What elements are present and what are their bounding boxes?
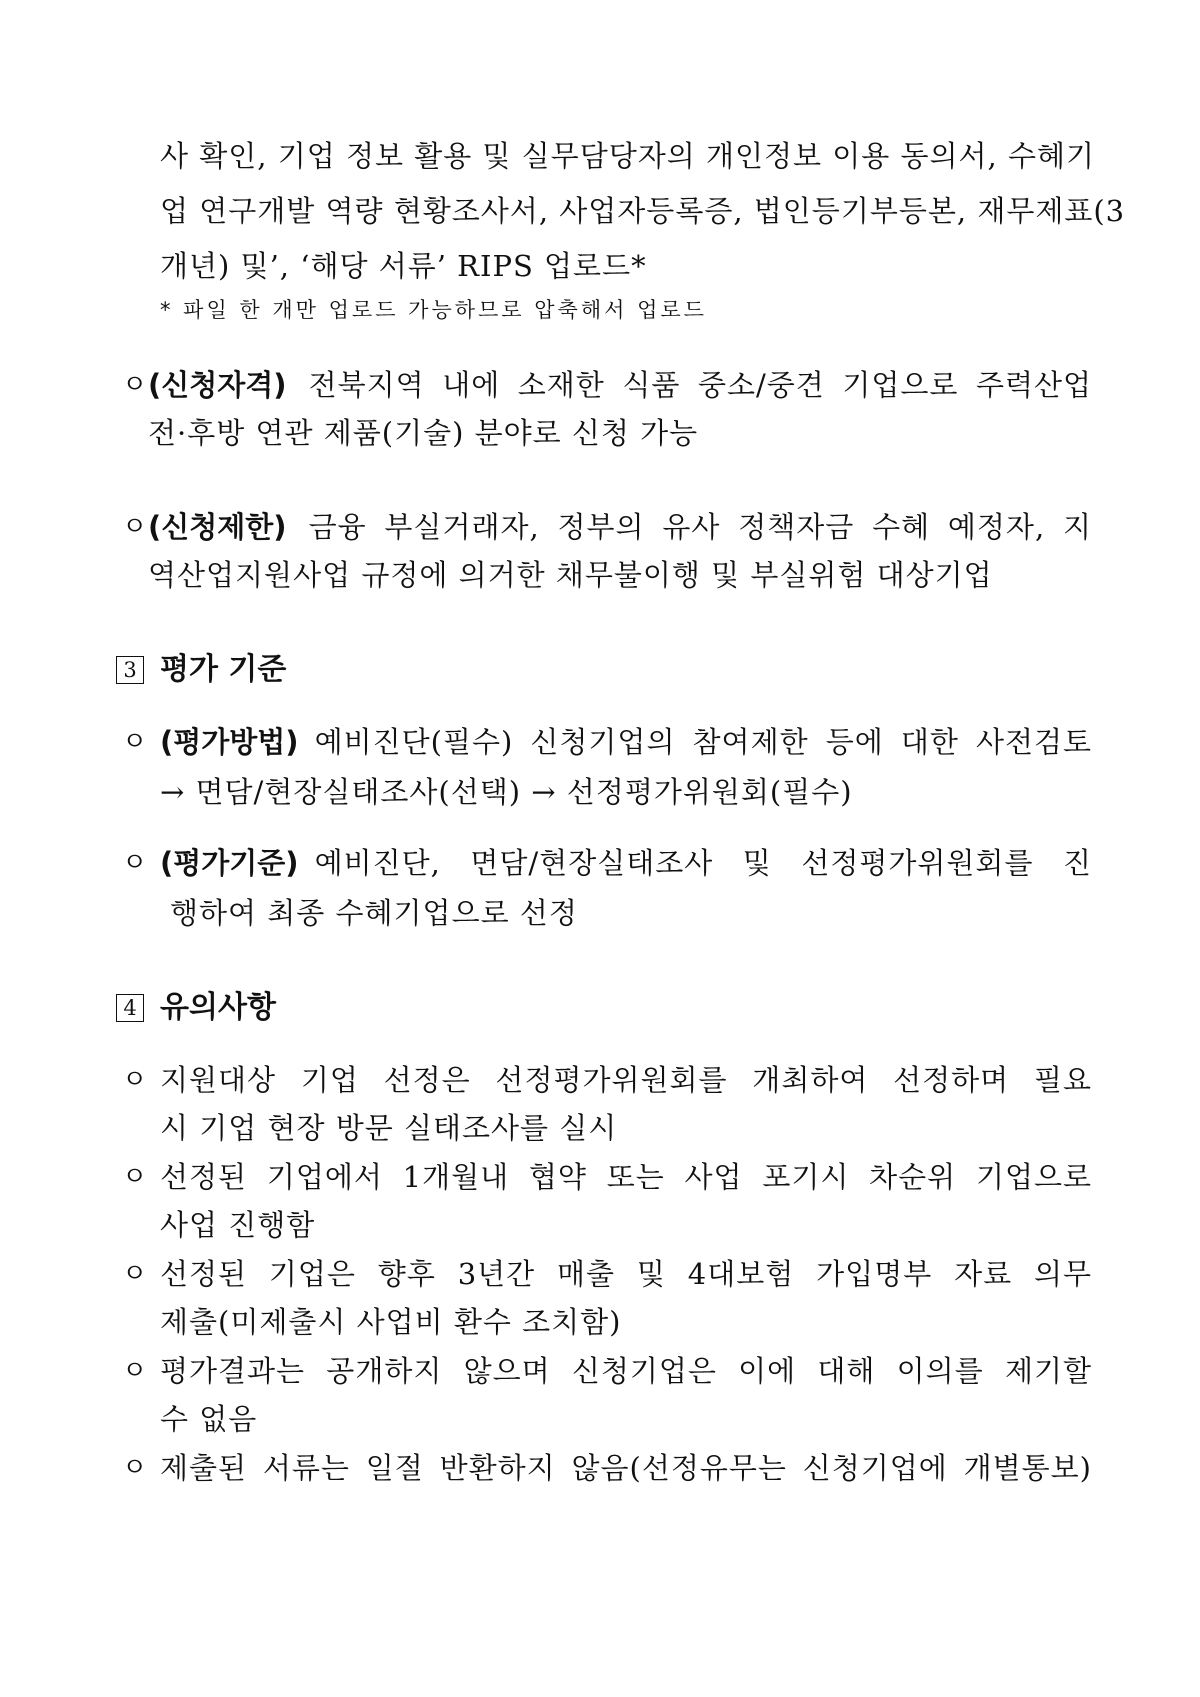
restriction-line-1: [148, 507, 1092, 547]
intro-line-1: 사 확인, 기업 정보 활용 및 실무담당자의 개인정보 이용 동의서, 수혜기: [160, 139, 1096, 173]
section-3-title: 평가 기준: [160, 652, 287, 687]
eval-method-label: (평가방법): [160, 725, 299, 759]
restriction-label: (신청제한): [148, 510, 287, 544]
eval-method-bullet: ㅇ: [122, 727, 148, 757]
eval-criteria-bullet: ㅇ: [122, 848, 148, 878]
eval-method-line-1: [160, 722, 1092, 762]
eval-criteria-label: (평가기준): [160, 846, 299, 880]
intro-line-3: 개년) 및’, ‘해당 서류’ RIPS 업로드*: [160, 249, 647, 283]
eligibility-label: (신청자격): [148, 368, 287, 402]
notice-item-1-text-2: 시 기업 현장 방문 실태조사를 실시: [160, 1111, 618, 1145]
eligibility-text-1: 전북지역 내에 소재한 식품 중소/중견 기업으로 주력산업: [308, 368, 1092, 402]
notice-item-5-bullet: ㅇ: [122, 1453, 148, 1483]
notice-item-2-text-2: 사업 진행함: [160, 1208, 316, 1242]
intro-footnote: * 파일 한 개만 업로드 가능하므로 압축해서 업로드: [160, 298, 707, 322]
notice-item-5-text-1: 제출된 서류는 일절 반환하지 않음(선정유무는 신청기업에 개별통보): [160, 1451, 1092, 1485]
notice-item-3-text-1: 선정된 기업은 향후 3년간 매출 및 4대보험 가입명부 자료 의무: [160, 1257, 1092, 1291]
notice-item-2-text-1: 선정된 기업에서 1개월내 협약 또는 사업 포기시 차순위 기업으로: [160, 1160, 1092, 1194]
eval-criteria-line-1: [160, 843, 1092, 883]
section-4-number-box: 4: [116, 994, 144, 1022]
eligibility-bullet: ㅇ: [122, 370, 148, 400]
notice-item-4-text-2: 수 없음: [160, 1402, 258, 1436]
notice-item-2-bullet: ㅇ: [122, 1162, 148, 1192]
notice-item-4-bullet: ㅇ: [122, 1356, 148, 1386]
restriction-bullet: ㅇ: [122, 512, 148, 542]
section-4-title: 유의사항: [160, 990, 276, 1025]
eval-method-text-1: 예비진단(필수) 신청기업의 참여제한 등에 대한 사전검토: [314, 725, 1092, 759]
notice-item-4-text-1: 평가결과는 공개하지 않으며 신청기업은 이에 대해 이의를 제기할: [160, 1354, 1092, 1388]
restriction-text-2: 역산업지원사업 규정에 의거한 채무불이행 및 부실위험 대상기업: [148, 558, 993, 592]
eligibility-text-2: 전·후방 연관 제품(기술) 분야로 신청 가능: [148, 416, 699, 450]
notice-item-1-bullet: ㅇ: [122, 1065, 148, 1095]
notice-item-1-text-1: 지원대상 기업 선정은 선정평가위원회를 개최하여 선정하며 필요: [160, 1063, 1092, 1097]
intro-line-2: 업 연구개발 역량 현황조사서, 사업자등록증, 법인등기부등본, 재무제표(3: [160, 194, 1126, 228]
notice-item-3-bullet: ㅇ: [122, 1259, 148, 1289]
restriction-text-1: 금융 부실거래자, 정부의 유사 정책자금 수혜 예정자, 지: [308, 510, 1092, 544]
eval-criteria-text-1: 예비진단, 면담/현장실태조사 및 선정평가위원회를 진: [314, 846, 1092, 880]
eval-criteria-text-2: 행하여 최종 수혜기업으로 선정: [170, 896, 578, 930]
notice-item-3-text-2: 제출(미제출시 사업비 환수 조치함): [160, 1305, 622, 1339]
section-3-number-box: 3: [116, 656, 144, 684]
eval-method-text-2: → 면담/현장실태조사(선택) → 선정평가위원회(필수): [160, 775, 853, 809]
eligibility-line-1: [148, 365, 1092, 405]
